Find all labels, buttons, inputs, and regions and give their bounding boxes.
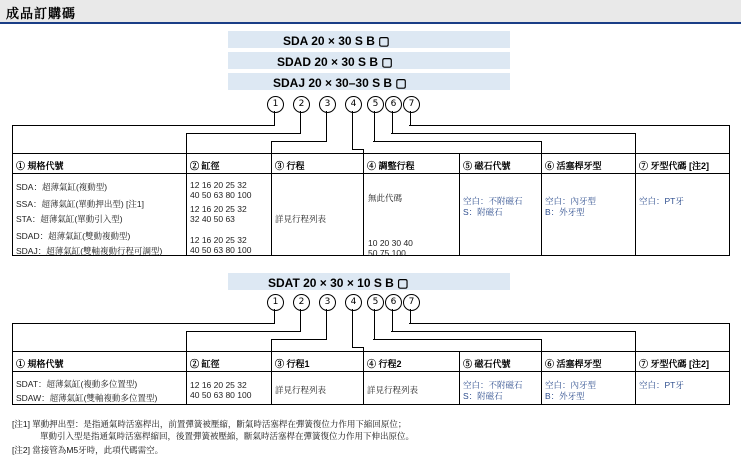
connector2-h-5: [373, 339, 541, 340]
table2-col-div-5: [541, 351, 542, 405]
table2-c4-value: 詳見行程列表: [367, 385, 419, 395]
connector-h-6: [391, 133, 635, 134]
table2-header-1: ① 規格代號: [16, 359, 64, 369]
connector2-v-1: [274, 309, 275, 323]
connector2-v-5: [374, 309, 375, 339]
table2-c3-value: 詳見行程列表: [275, 385, 327, 395]
table2-c1-line-2: SDAW：超薄氣缸(雙軸複動多位置型): [16, 393, 158, 403]
table2-header-rule: [12, 371, 730, 372]
table2-c2-l1: 12 16 20 25 32: [190, 380, 247, 390]
connector-drop-3: [271, 141, 272, 153]
table2-c5-line-2: S：附磁石: [463, 391, 503, 401]
table1-col-div-1: [186, 153, 187, 256]
marker-3: 3: [319, 96, 336, 113]
page-title: 成品訂購碼: [6, 6, 77, 21]
table2-col-div-1: [186, 351, 187, 405]
marker-7: 7: [403, 96, 420, 113]
connector-drop-5: [541, 141, 542, 153]
table2-col-div-3: [363, 351, 364, 405]
table1-c4-bottom-1: 10 20 30 40: [368, 238, 413, 248]
connector-v-3: [326, 111, 327, 141]
table2-header-5: ⑤ 磁石代號: [463, 359, 511, 369]
connector2-drop-7: [729, 323, 730, 351]
table1-header-7: ⑦ 牙型代碼 [注2]: [639, 161, 710, 171]
connector-v-5: [374, 111, 375, 141]
table1-header-2: ② 缸徑: [190, 161, 220, 171]
connector-v-6: [392, 111, 393, 133]
code-text-2: SDAD 20 × 30 S B ▢: [277, 55, 393, 69]
marker2-5: 5: [367, 294, 384, 311]
table1-col-div-5: [541, 153, 542, 256]
table1-col-div-4: [459, 153, 460, 256]
connector-v-7: [410, 111, 411, 125]
table2-header-4: ④ 行程2: [367, 359, 402, 369]
table1-c5-line-2: S：附磁石: [463, 207, 503, 217]
page-header-bar: [0, 0, 741, 22]
table1-c4-bottom-2: 50 75 100: [368, 248, 406, 258]
footnote-2: 單動引入型是指通氣時活塞桿縮回，後置彈簧被壓縮，斷氣時活塞桿在彈簧復位力作用下伸出原位。: [40, 431, 415, 441]
table1-c1-line-5: SDAJ：超薄氣缸(雙軸複動行程可調型): [16, 246, 163, 256]
table1-c1-line-4: SDAD：超薄氣缸(雙動複動型): [16, 231, 131, 241]
connector2-v-2: [300, 309, 301, 331]
table2-header-2: ② 缸徑: [190, 359, 220, 369]
connector-drop-2: [186, 133, 187, 153]
table2-col-div-4: [459, 351, 460, 405]
table1-c6-line-1: 空白：內牙型: [545, 196, 597, 206]
marker-5: 5: [367, 96, 384, 113]
footnote-3: [注2] 當接管為M5牙時，此項代碼需空。: [12, 445, 164, 455]
connector-drop-1: [12, 125, 13, 153]
table2-header-7: ⑦ 牙型代碼 [注2]: [639, 359, 710, 369]
table1-col-div-6: [635, 153, 636, 256]
connector-v-4: [352, 111, 353, 149]
table2-c5-line-1: 空白：不附磁石: [463, 380, 523, 390]
table1-c2-g1-l1: 12 16 20 25 32: [190, 180, 247, 190]
connector-h-7: [409, 125, 729, 126]
connector-drop-7: [729, 125, 730, 153]
marker2-1: 1: [267, 294, 284, 311]
table2-c6-line-2: B：外牙型: [545, 391, 585, 401]
code-text-3: SDAJ 20 × 30–30 S B ▢: [273, 76, 407, 90]
table1-header-4: ④ 調整行程: [367, 161, 415, 171]
connector-h-3: [271, 141, 327, 142]
table2-c6-line-1: 空白：內牙型: [545, 380, 597, 390]
header-divider: [0, 22, 741, 24]
connector-v-2: [300, 111, 301, 133]
marker2-3: 3: [319, 294, 336, 311]
table2-col-div-6: [635, 351, 636, 405]
table1-c1-line-3: STA：超薄氣缸(單動引入型): [16, 214, 123, 224]
connector-h-2: [186, 133, 301, 134]
connector-v-1: [274, 111, 275, 125]
code-text-4: SDAT 20 × 30 × 10 S B ▢: [268, 276, 409, 290]
marker-6: 6: [385, 96, 402, 113]
table1-c3-value: 詳見行程列表: [275, 214, 327, 224]
connector2-drop-6: [635, 331, 636, 351]
footnote-1: [注1] 單動押出型：是指通氣時活塞桿出，前置彈簧被壓縮，斷氣時活塞桿在彈簧復位力作用下縮回原位；: [12, 419, 407, 429]
marker2-4: 4: [345, 294, 362, 311]
table1-c2-g2-l1: 12 16 20 25 32: [190, 204, 247, 214]
table2-c1-line-1: SDAT：超薄氣缸(複動多位置型): [16, 379, 138, 389]
connector2-drop-3: [271, 339, 272, 351]
table1-c7-value: 空白：PT牙: [639, 196, 684, 206]
table1-c4-top: 無此代碼: [368, 193, 403, 203]
connector2-drop-1: [12, 323, 13, 351]
table1-c1-line-2: SSA：超薄氣缸(單動押出型) [注1]: [16, 199, 144, 209]
code-text-1: SDA 20 × 30 S B ▢: [283, 34, 390, 48]
connector2-h-3: [271, 339, 327, 340]
connector2-v-3: [326, 309, 327, 339]
table2-col-div-2: [271, 351, 272, 405]
table1-c1-line-1: SDA：超薄氣缸(複動型): [16, 182, 108, 192]
table1-col-div-2: [271, 153, 272, 256]
connector2-h-6: [391, 331, 635, 332]
connector2-h-2: [186, 331, 301, 332]
table1-col-div-3: [363, 153, 364, 256]
connector2-v-6: [392, 309, 393, 331]
connector-h-1: [12, 125, 275, 126]
connector2-drop-2: [186, 331, 187, 351]
table1-c2-g3-l1: 12 16 20 25 32: [190, 235, 247, 245]
connector2-h-7: [409, 323, 729, 324]
marker-2: 2: [293, 96, 310, 113]
connector2-drop-5: [541, 339, 542, 351]
marker-1: 1: [267, 96, 284, 113]
table2-c2-l2: 40 50 63 80 100: [190, 390, 252, 400]
table1-c5-line-1: 空白：不附磁石: [463, 196, 523, 206]
marker2-6: 6: [385, 294, 402, 311]
connector2-h-1: [12, 323, 275, 324]
table1-header-5: ⑤ 磁石代號: [463, 161, 511, 171]
table1-header-3: ③ 行程: [275, 161, 305, 171]
table1-c2-g3-l2: 40 50 63 80 100: [190, 245, 252, 255]
table2-header-3: ③ 行程1: [275, 359, 310, 369]
connector-drop-6: [635, 133, 636, 153]
marker2-7: 7: [403, 294, 420, 311]
table1-header-1: ① 規格代號: [16, 161, 64, 171]
table2-c7-value: 空白：PT牙: [639, 380, 684, 390]
connector-h-4: [352, 149, 363, 150]
table1-c6-line-2: B：外牙型: [545, 207, 585, 217]
table1-c2-g1-l2: 40 50 63 80 100: [190, 190, 252, 200]
table1-c2-g2-l2: 32 40 50 63: [190, 214, 235, 224]
connector2-h-4: [352, 347, 363, 348]
table2-header-6: ⑥ 活塞桿牙型: [545, 359, 602, 369]
table1-header-rule: [12, 173, 730, 174]
table1-header-6: ⑥ 活塞桿牙型: [545, 161, 602, 171]
connector-h-5: [373, 141, 541, 142]
marker-4: 4: [345, 96, 362, 113]
connector2-v-7: [410, 309, 411, 323]
connector2-v-4: [352, 309, 353, 347]
marker2-2: 2: [293, 294, 310, 311]
